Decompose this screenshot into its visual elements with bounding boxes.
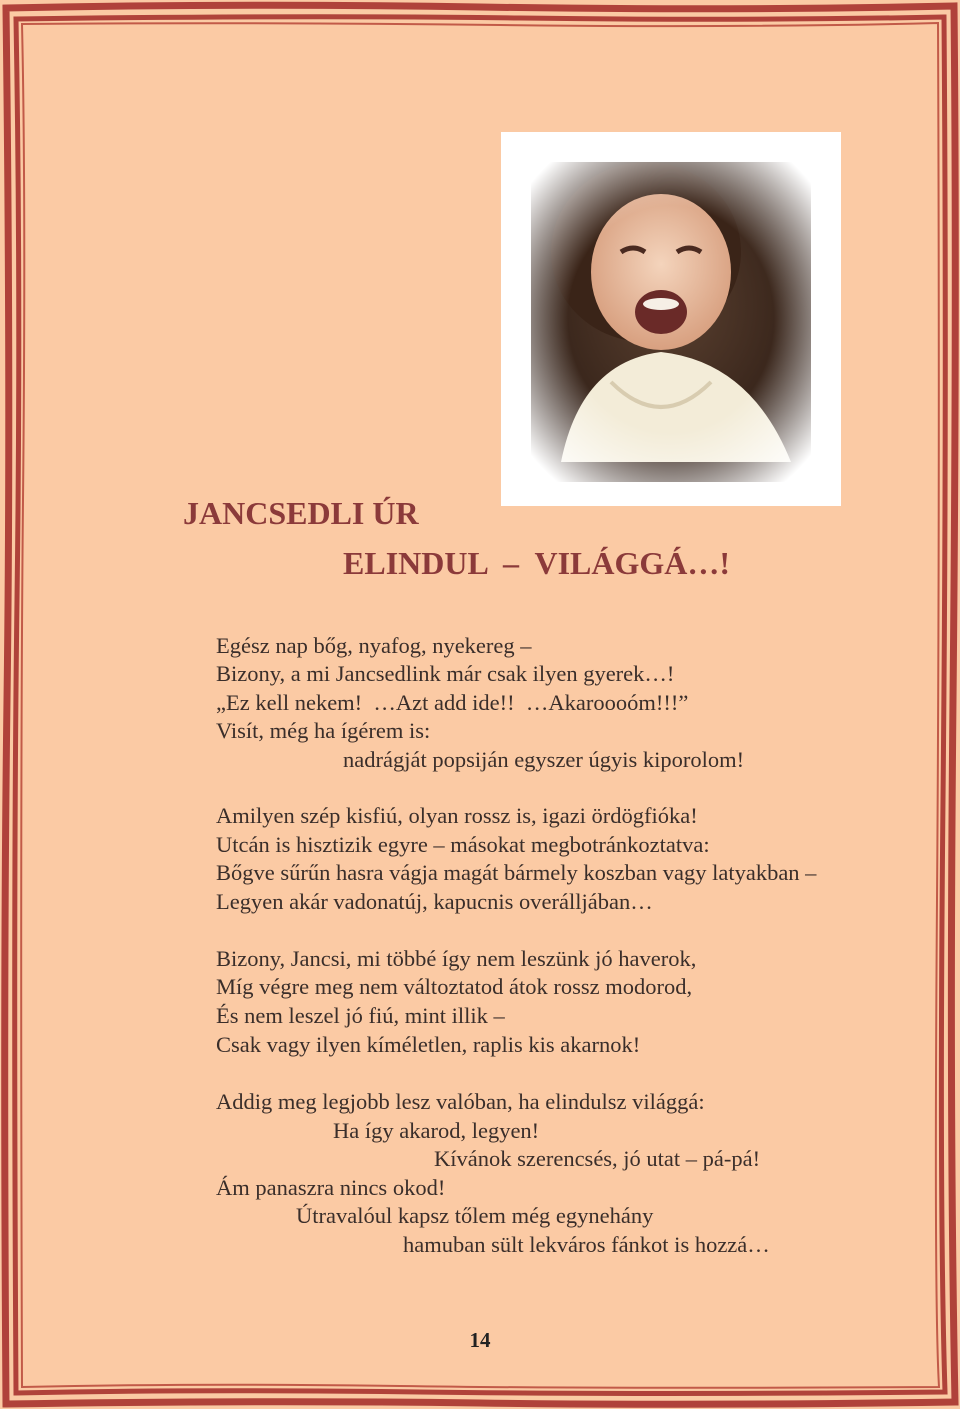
child-photo <box>501 132 841 506</box>
title-line-2: ELINDUL – VILÁGGÁ…! <box>343 545 731 581</box>
page-number: 14 <box>469 1328 491 1352</box>
poem-line: Kívánok szerencsés, jó utat – pá-pá! <box>434 1146 761 1171</box>
poem-line: És nem leszel jó fiú, mint illik – <box>216 1003 505 1028</box>
poem-line: Amilyen szép kisfiú, olyan rossz is, igazi ördögfióka! <box>216 803 698 828</box>
poem-line: Útravalóul kapsz tőlem még egynehány <box>296 1203 654 1228</box>
poem-line: Bizony, a mi Jancsedlink már csak ilyen gyerek…! <box>216 661 675 686</box>
poem-line: Addig meg legjobb lesz valóban, ha elindulsz világgá: <box>216 1089 705 1114</box>
poem-line: Visít, még ha ígérem is: <box>216 718 431 743</box>
title-line-1: JANCSEDLI ÚR <box>183 495 419 531</box>
poem-line: Legyen akár vadonatúj, kapucnis overálljában… <box>216 889 653 914</box>
poem-line: Bizony, Jancsi, mi többé így nem leszünk jó haverok, <box>216 946 697 971</box>
poem-line: „Ez kell nekem! …Azt add ide!! …Akaroooóm!!!” <box>216 690 689 715</box>
poem-line: Ám panaszra nincs okod! <box>216 1175 446 1200</box>
poem-line: Utcán is hisztizik egyre – másokat megbotránkoztatva: <box>216 832 710 857</box>
poem-line: hamuban sült lekváros fánkot is hozzá… <box>403 1232 770 1257</box>
poem-line: Egész nap bőg, nyafog, nyekereg – <box>216 633 532 658</box>
poem-line: Bőgve sűrűn hasra vágja magát bármely koszban vagy latyakban – <box>216 860 817 885</box>
poem-line: nadrágját popsiján egyszer úgyis kiporolom! <box>343 747 745 772</box>
poem-line: Ha így akarod, legyen! <box>333 1118 540 1143</box>
poem-line: Csak vagy ilyen kíméletlen, raplis kis akarnok! <box>216 1032 641 1057</box>
poem-line: Míg végre meg nem változtatod átok rossz modorod, <box>216 974 693 999</box>
